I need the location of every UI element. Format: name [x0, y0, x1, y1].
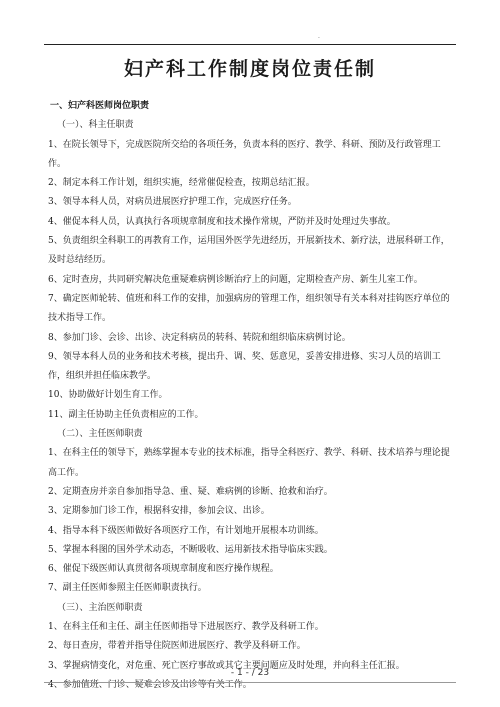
duty-item: 10、协助做好计划生育工作。 [48, 390, 168, 401]
duty-item: 3、定期参加门诊工作，根据科安排，参加会议、出诊。 [48, 506, 270, 517]
duty-item: 4、指导本科下级医师做好各项医疗工作，有计划地开展根本功训练。 [48, 525, 324, 536]
duty-item: 2、每日查房，带着并指导住院医师进展医疗、教学及科研工作。 [48, 641, 306, 652]
duty-item: 3、领导本科人员，对病员进展医疗护理工作，完成医疗任务。 [48, 197, 297, 208]
duty-item: 5、负责组织全科职工的再教育工作，运用国外医学先进经历，开展新技术、新疗法，进展科研工作，及时总结经历。 [48, 236, 450, 266]
duty-item: 5、掌握本科图的国外学术动态，不断吸收、运用新技术指导临床实践。 [48, 544, 333, 555]
duty-item: 8、参加门诊、会诊、出诊、决定科病员的转科、转院和组织临床病例讨论。 [48, 332, 351, 343]
duty-item: 6、催促下级医师认真贯彻各项规章制度和医疗操作规程。 [48, 564, 279, 575]
duty-item: 4、催促本科人员，认真执行各项规章制度和技术操作常规，严防并及时处理过失事故。 [48, 216, 396, 227]
subsection-heading: （二）、主任医师职责 [57, 429, 143, 440]
duty-item: 6、定时查房，共同研究解决危重疑难病例诊断治疗上的问题，定期检查产房、新生儿室工作。 [48, 274, 423, 285]
duty-item: 7、副主任医师参照主任医师职责执行。 [48, 583, 207, 594]
duty-item: 11、副主任协助主任负责相应的工作。 [48, 409, 204, 420]
duty-item: 9、领导本科人员的业务和技术考核，提出升、调、奖、惩意见，妥善安排进修、实习人员的培训工作，组织并担任临床教学。 [48, 351, 441, 382]
duty-item: 1、在科主任和主任、副主任医师指导下进展医疗、教学及科研工作。 [48, 622, 324, 633]
duty-item: 2、制定本科工作计划，组织实施，经常催促检查，按期总结汇报。 [48, 178, 315, 189]
document-title: 妇产科工作制度岗位责任制 [123, 58, 376, 80]
footer-rule [44, 682, 456, 683]
duty-item: 1、在科主任的领导下，熟练掌握本专业的技术标准，指导全科医疗、教学、科研、技术培养与理论提高工作。 [48, 448, 450, 478]
duty-item: 1、在院长领导下，完成医院所交给的各项任务，负责本科的医疗、教学、科研、预防及行政管理工作。 [48, 139, 441, 169]
duty-item: 2、定期查房并亲自参加指导急、重、疑、难病例的诊断、抢救和治疗。 [48, 486, 333, 497]
page-number: - 1 - / 23 [230, 668, 270, 678]
duty-item: 7、确定医师轮转、值班和科工作的安排，加强病房的管理工作，组织领导有关本科对挂钩医疗单位的技术指导工作。 [48, 293, 450, 324]
section-heading: 一、妇产科医师岗位职责 [50, 101, 150, 111]
header-mark: . [318, 33, 320, 40]
header-rule [44, 44, 456, 45]
subsection-heading: （一）、科主任职责 [57, 120, 134, 131]
subsection-heading: （三）、主治医师职责 [57, 602, 143, 613]
duty-item: 4、参加值班、门诊、疑难会诊及出诊等有关工作。 [48, 679, 252, 690]
document-body [48, 97, 458, 695]
duty-item: 3、掌握病情变化，对危重、死亡医疗事故或其它主要问题应及时处理，并向科主任汇报。 [48, 660, 405, 671]
